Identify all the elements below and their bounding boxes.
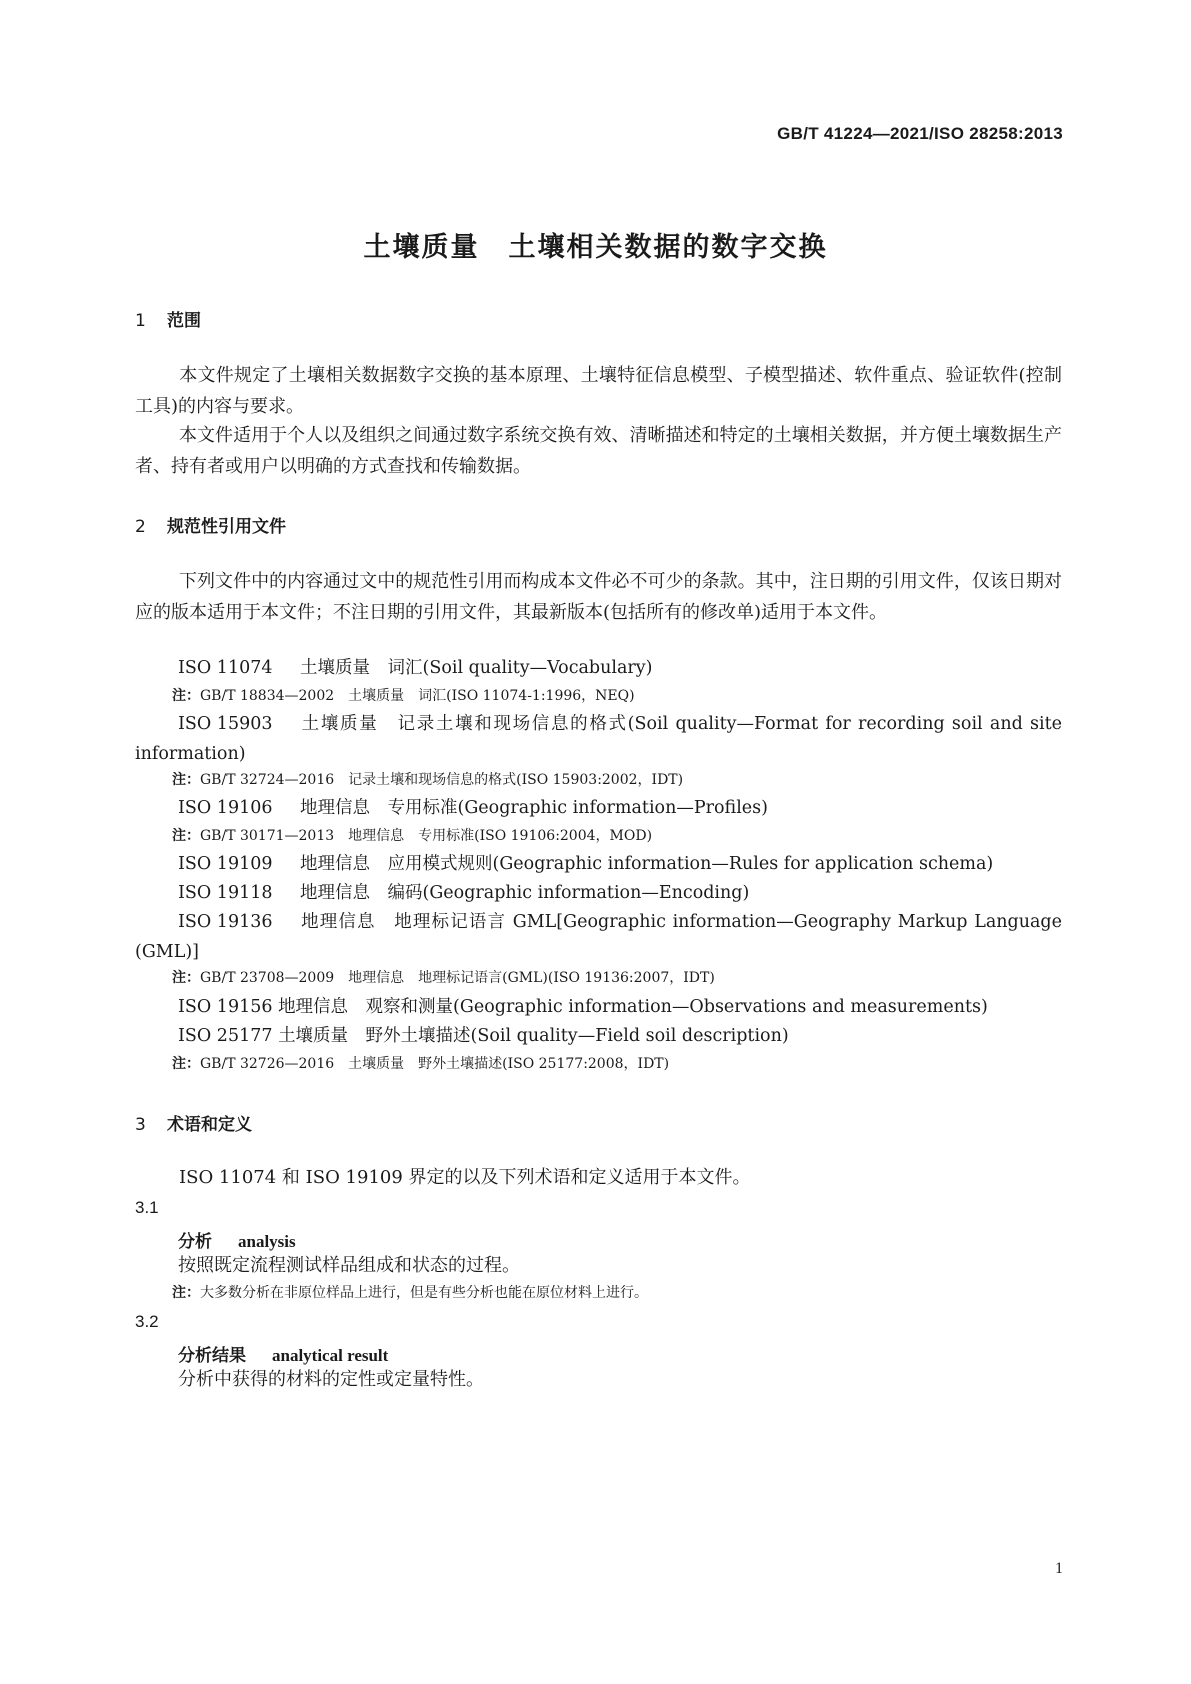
term-zh: 分析 bbox=[178, 1232, 212, 1252]
reference-item: ISO 19156 地理信息 观察和测量(Geographic information—Observations and measurements) bbox=[178, 997, 988, 1017]
reference-note: 注：GB/T 18834—2002 土壤质量 词汇(ISO 11074-1:1996，NEQ) bbox=[172, 688, 635, 704]
reference-item: ISO 19136 地理信息 地理标记语言 GML[Geographic information—Geography Markup Language (GML)] bbox=[135, 912, 1062, 962]
scope-paragraph-1: 本文件规定了土壤相关数据数字交换的基本原理、土壤特征信息模型、子模型描述、软件重点、验证软件(控制工具)的内容与要求。 bbox=[135, 365, 1062, 417]
term-en: analysis bbox=[238, 1232, 296, 1251]
reference-note: 注：GB/T 32726—2016 土壤质量 野外土壤描述(ISO 25177:2008，IDT) bbox=[172, 1056, 670, 1072]
section-1-heading bbox=[135, 306, 201, 331]
reference-item: ISO 19109 地理信息 应用模式规则(Geographic information—Rules for application schema) bbox=[178, 854, 994, 874]
terms-intro: ISO 11074 和 ISO 19109 界定的以及下列术语和定义适用于本文件。 bbox=[179, 1167, 751, 1188]
normative-references-intro: 下列文件中的内容通过文中的规范性引用而构成本文件必不可少的条款。其中，注日期的引用文件，仅该日期对应的版本适用于本文件；不注日期的引用文件，其最新版本(包括所有的修改单)适用于本文件。 bbox=[135, 571, 1062, 623]
section-number: 3 bbox=[135, 1115, 146, 1135]
term-number: 3.1 bbox=[135, 1198, 159, 1217]
standard-code: GB/T 41224—2021/ISO 28258:2013 bbox=[777, 124, 1063, 143]
reference-item: ISO 15903 土壤质量 记录土壤和现场信息的格式(Soil quality—Format for recording soil and site information) bbox=[135, 714, 1062, 764]
term-number: 3.2 bbox=[135, 1312, 159, 1331]
reference-item: ISO 25177 土壤质量 野外土壤描述(Soil quality—Field soil description) bbox=[178, 1026, 789, 1046]
reference-note: 注：GB/T 30171—2013 地理信息 专用标准(ISO 19106:2004，MOD) bbox=[172, 828, 653, 844]
reference-item: ISO 19106 地理信息 专用标准(Geographic information—Profiles) bbox=[178, 798, 768, 818]
document-title: 土壤质量 土壤相关数据的数字交换 bbox=[363, 232, 828, 263]
reference-note: 注：GB/T 23708—2009 地理信息 地理标记语言(GML)(ISO 19136:2007，IDT) bbox=[172, 970, 715, 986]
reference-note: 注：GB/T 32724—2016 记录土壤和现场信息的格式(ISO 15903:2002，IDT) bbox=[172, 772, 684, 788]
section-title: 术语和定义 bbox=[167, 1115, 252, 1135]
term-definition: 分析中获得的材料的定性或定量特性。 bbox=[178, 1369, 484, 1390]
section-title: 规范性引用文件 bbox=[167, 517, 286, 537]
scope-paragraph-2: 本文件适用于个人以及组织之间通过数字系统交换有效、清晰描述和特定的土壤相关数据，并方便土壤数据生产者、持有者或用户以明确的方式查找和传输数据。 bbox=[135, 425, 1062, 477]
term-entry bbox=[178, 1227, 296, 1252]
term-entry bbox=[178, 1341, 388, 1366]
term-en: analytical result bbox=[272, 1346, 389, 1365]
term-note: 注：大多数分析在非原位样品上进行，但是有些分析也能在原位材料上进行。 bbox=[172, 1285, 648, 1301]
section-number: 2 bbox=[135, 517, 146, 537]
reference-item: ISO 11074 土壤质量 词汇(Soil quality—Vocabulary) bbox=[178, 658, 653, 678]
section-number: 1 bbox=[135, 311, 146, 331]
reference-item: ISO 19118 地理信息 编码(Geographic information—Encoding) bbox=[178, 883, 750, 903]
section-2-heading bbox=[135, 512, 286, 537]
section-title: 范围 bbox=[167, 311, 201, 331]
section-3-heading bbox=[135, 1110, 252, 1135]
term-zh: 分析结果 bbox=[178, 1346, 246, 1366]
term-definition: 按照既定流程测试样品组成和状态的过程。 bbox=[178, 1255, 520, 1276]
page-number: 1 bbox=[1055, 1560, 1063, 1577]
